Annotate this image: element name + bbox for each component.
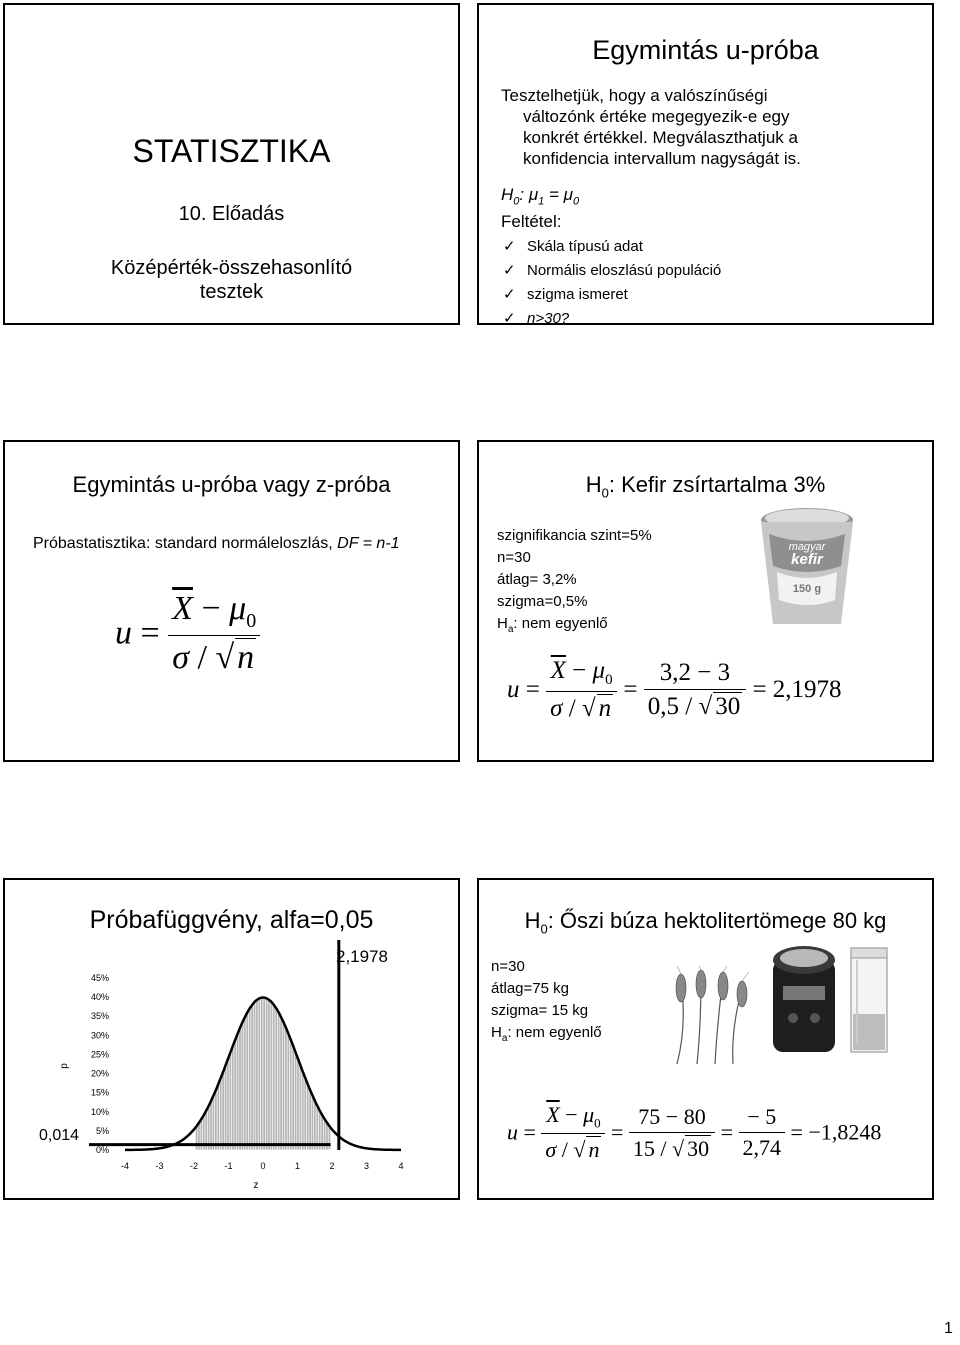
data-line: szigma= 15 kg — [491, 1002, 589, 1019]
checkmark-icon: ✓ — [503, 310, 516, 325]
acceptance-bar — [234, 1040, 236, 1150]
y-tick-label: 35% — [90, 1011, 109, 1022]
x-tick-label: 0 — [260, 1161, 266, 1171]
slide2-conditions — [503, 235, 721, 325]
condition-item: ✓ n>30? — [503, 307, 721, 325]
acceptance-bar — [294, 1052, 296, 1150]
page-number: 1 — [944, 1320, 953, 1337]
slide1-subtitle: 10. Előadás — [178, 203, 285, 225]
slide3-title: Egymintás u-próba vagy z-próba — [72, 472, 391, 497]
y-tick-label: 5% — [95, 1125, 109, 1136]
acceptance-bar — [270, 1002, 272, 1150]
y-axis-label: p — [59, 1063, 70, 1069]
checkmark-icon: ✓ — [503, 262, 516, 279]
critical-value-label: 0,014 — [38, 1127, 80, 1144]
slide4-data-list — [497, 525, 652, 641]
formula-fraction-simplified: $\frac{- 5}{2,74}$ — [739, 1104, 786, 1161]
y-tick-label: 25% — [90, 1049, 109, 1060]
acceptance-bar — [210, 1101, 212, 1150]
wheat-ears-image — [657, 966, 757, 1066]
acceptance-bar — [304, 1078, 306, 1150]
x-tick-label: 2 — [329, 1161, 335, 1171]
acceptance-bar — [212, 1096, 214, 1150]
intro-line: Tesztelhetjük, hogy a valószínűségi — [501, 86, 768, 105]
slide2-h0: $H_0$: $\mu_1 = \mu_0$ — [501, 185, 580, 208]
acceptance-bar — [292, 1046, 294, 1150]
x-axis-ticks — [121, 1161, 404, 1171]
measuring-container-image — [845, 944, 893, 1056]
formula-fraction: $\frac{\overline{X} - \mu_0}{\sigma / √n}$ — [168, 590, 260, 677]
slide-kefir-example — [477, 440, 934, 762]
x-axis-label: z — [253, 1180, 259, 1191]
x-tick-label: -3 — [155, 1161, 164, 1171]
intro-line: konfidencia intervallum nagyságát is. — [523, 149, 801, 168]
condition-item: ✓ szigma ismeret — [503, 283, 721, 307]
y-tick-label: 45% — [90, 973, 109, 983]
acceptance-bar — [314, 1101, 316, 1150]
x-tick-label: 1 — [294, 1161, 301, 1171]
x-tick-label: -1 — [224, 1161, 233, 1171]
data-line: átlag= 3,2% — [497, 571, 577, 588]
acceptance-bar — [241, 1022, 243, 1150]
acceptance-bar — [261, 998, 263, 1150]
acceptance-bar — [285, 1028, 287, 1150]
kefir-weight: 150 g — [792, 583, 822, 595]
data-line: átlag=75 kg — [491, 980, 569, 997]
formula-fraction-numeric: $\frac{3,2 - 3}{0,5 / √ 30}$ — [644, 659, 746, 721]
acceptance-bar — [263, 998, 265, 1150]
slide4-title: $H_0$: Kefir zsírtartalma 3% — [585, 472, 826, 501]
acceptance-bar — [236, 1034, 238, 1150]
acceptance-bar — [265, 998, 267, 1150]
slide2-title: Egymintás u-próba — [592, 35, 819, 65]
slide2-intro — [501, 85, 801, 169]
acceptance-bar — [249, 1008, 251, 1150]
acceptance-bar — [287, 1034, 289, 1150]
acceptance-bar — [290, 1040, 292, 1150]
kefir-cup-image — [749, 504, 865, 628]
y-axis-ticks — [91, 973, 109, 1155]
acceptance-bar — [302, 1072, 304, 1150]
acceptance-bar — [253, 1002, 255, 1150]
acceptance-bar — [268, 1000, 270, 1150]
formula-fraction-symbolic: $\frac{\overline{X} - \mu_0}{\sigma / √ n}$ — [546, 657, 617, 723]
slide6-data-list — [491, 956, 602, 1050]
data-line: szigma=0,5% — [497, 593, 588, 610]
x-tick-label: 3 — [363, 1161, 370, 1171]
acceptance-bar — [195, 1126, 197, 1150]
slide5-title: Próbafüggvény, alfa=0,05 — [89, 906, 374, 934]
y-tick-label: 10% — [90, 1106, 109, 1117]
slide2-condition-label: Feltétel: — [501, 212, 562, 231]
checkmark-icon: ✓ — [503, 238, 516, 255]
test-statistic-label: 2,1978 — [336, 947, 388, 966]
slide6-title: $H_0$: Őszi búza hektolitertömege 80 kg — [524, 908, 887, 937]
acceptance-bar — [282, 1022, 284, 1150]
kefir-brand-main: kefir — [791, 551, 823, 568]
formula-result: 2,1978 — [772, 676, 842, 703]
acceptance-bar — [215, 1090, 217, 1150]
acceptance-bar — [273, 1005, 275, 1150]
ha-line: $H_a$: nem egyenlő — [491, 1024, 602, 1044]
acceptance-bar — [227, 1059, 229, 1150]
slide3-formula: u = $\frac{\overline{X} - \mu_0}{\sigma / √n}$ — [115, 590, 260, 677]
formula-fraction-symbolic: $\frac{\overline{X} - \mu_0}{\sigma / √ n}$ — [541, 1102, 605, 1163]
y-tick-label: 0% — [95, 1145, 109, 1155]
acceptance-bar — [239, 1028, 241, 1150]
acceptance-bar — [311, 1096, 313, 1150]
x-tick-label: -4 — [120, 1161, 130, 1171]
data-line: n=30 — [497, 549, 531, 566]
y-tick-label: 20% — [90, 1068, 109, 1079]
slide-u-or-z-test — [3, 440, 460, 762]
acceptance-bar — [258, 998, 260, 1150]
acceptance-bar — [256, 1000, 258, 1150]
checkmark-icon: ✓ — [503, 286, 516, 303]
acceptance-bar — [244, 1017, 246, 1150]
x-tick-label: 4 — [398, 1161, 404, 1171]
acceptance-bar — [232, 1046, 234, 1150]
slide-one-sample-u-test — [477, 3, 934, 325]
y-tick-label: 30% — [90, 1030, 109, 1041]
slide-wheat-example — [477, 878, 934, 1200]
slide-test-function-chart — [3, 878, 460, 1200]
slide4-formula: u = $\frac{\overline{X} - \mu_0}{\sigma / √ n}$ = $\frac{3,2 - 3}{0,5 / √ 30}$ = 2,1978 — [507, 657, 842, 722]
condition-item: ✓ Normális eloszlású populáció — [503, 259, 721, 283]
acceptance-bar — [277, 1013, 279, 1150]
y-tick-label: 15% — [90, 1087, 109, 1098]
normal-distribution-chart — [5, 880, 460, 1200]
acceptance-bar — [275, 1008, 277, 1150]
acceptance-bar — [246, 1013, 248, 1150]
acceptance-bar — [224, 1065, 226, 1150]
slide1-title: STATISZTIKA — [132, 133, 331, 169]
acceptance-bar — [222, 1072, 224, 1150]
acceptance-bar — [309, 1090, 311, 1150]
acceptance-bar — [229, 1052, 231, 1150]
slide1-topic-line2: tesztek — [199, 281, 264, 303]
formula-result: −1,8248 — [808, 1119, 882, 1145]
acceptance-bar — [306, 1084, 308, 1150]
slide1-topic-line1: Középérték-összehasonlító — [110, 257, 353, 279]
formula-fraction-numeric: $\frac{75 - 80}{15 / √ 30}$ — [629, 1104, 715, 1162]
condition-item: ✓ Skála típusú adat — [503, 235, 721, 259]
acceptance-bar — [280, 1017, 282, 1150]
slide3-statistic-text: Próbastatisztika: standard normáleloszlás, DF = n-1 — [33, 535, 400, 552]
acceptance-bar — [220, 1078, 222, 1150]
acceptance-region-bars — [195, 998, 330, 1150]
acceptance-bar — [299, 1065, 301, 1150]
kefir-brand-top: magyar — [788, 541, 826, 553]
slide-title — [3, 3, 460, 325]
acceptance-bar — [217, 1084, 219, 1150]
intro-line: konkrét értékkel. Megválaszthatjuk a — [523, 128, 798, 147]
acceptance-bar — [251, 1005, 253, 1150]
acceptance-bar — [297, 1059, 299, 1150]
x-tick-label: -2 — [189, 1161, 199, 1171]
data-line: n=30 — [491, 958, 525, 975]
ha-line: $H_a$: nem egyenlő — [497, 615, 608, 635]
acceptance-bar — [328, 1126, 330, 1150]
y-tick-label: 40% — [90, 992, 109, 1003]
data-line: szignifikancia szint=5% — [497, 527, 652, 544]
intro-line: változónk értéke megegyezik-e egy — [523, 107, 790, 126]
grain-meter-image — [769, 940, 839, 1056]
slide6-formula: u = $\frac{\overline{X} - \mu_0}{\sigma / √ n}$ = $\frac{75 - 80}{15 / √ 30}$ = $\frac{- 5}{2,74}$ = −1,8248 — [507, 1102, 882, 1163]
